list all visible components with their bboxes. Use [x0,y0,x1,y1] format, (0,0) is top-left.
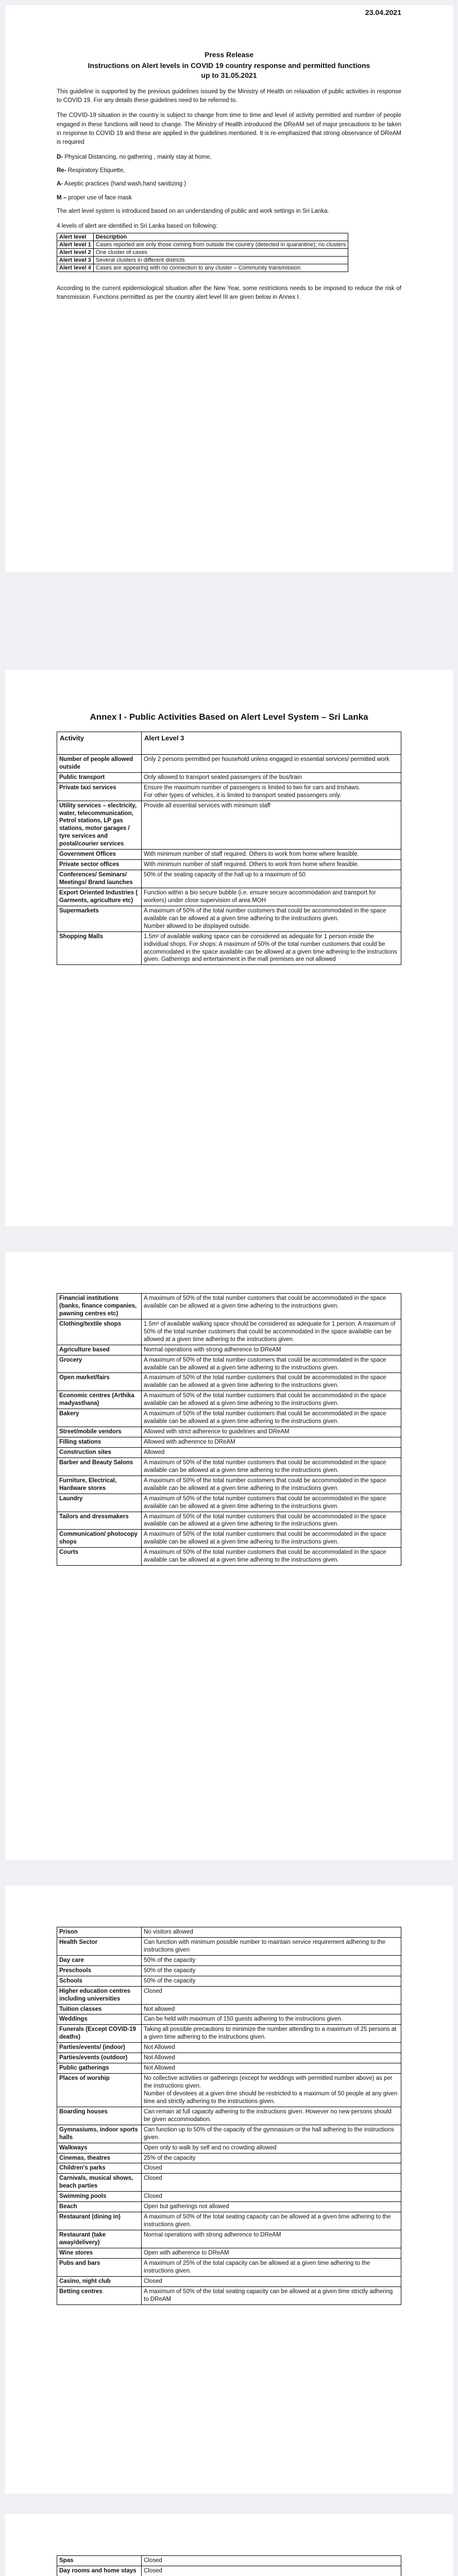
activity-name: Construction sites [57,1447,142,1458]
table-row [57,1437,401,1448]
activity-name: Higher education centres including universities [57,1986,142,2004]
table-row [57,1391,401,1409]
measure-key: A- [57,181,63,188]
release-date: 23.04.2021 [365,8,401,16]
table-row [57,1427,401,1437]
table-row [57,1409,401,1427]
activity-name: Shopping Malls [57,931,142,965]
table-row [57,2125,401,2143]
alert-level-3-rule: Closed [142,2192,401,2202]
table-row [57,1447,401,1458]
alert-levels-table [57,233,348,272]
column-header-alert-level: Alert Level 3 [142,732,401,755]
table-row [57,1476,401,1494]
table-header-row [57,233,348,241]
activity-name: Day care [57,1955,142,1965]
alert-level-3-rule: Only 2 persons permitted per household unless engaged in essential services/ permitted work [142,754,401,772]
activity-name: Courts [57,1548,142,1566]
page-annex-1 [5,670,453,1226]
activity-name: Casino, night club [57,2276,142,2286]
alert-level-3-rule: With minimum number of staff required. Others to work from home where feasible. [142,850,401,860]
alert-level-3-rule: Not Allowed [142,2043,401,2053]
table-row [57,2566,401,2576]
table-row [57,1355,401,1373]
activity-name: Restaurant (dining in) [57,2212,142,2230]
alert-level-3-rule: A maximum of 50% of the total number customers that could be accommodated in the space available can be allowed at a given time adhering to the instructions given. [142,1391,401,1409]
page-annex-4 [5,2514,453,2576]
table-row [57,2556,401,2566]
table-row [57,1927,401,1938]
activity-name: Betting centres [57,2286,142,2304]
alert-level-3-rule: Closed [142,1986,401,2004]
measure-text: Aseptic practices (hand wash,hand sanitizing ) [64,181,186,188]
alert-level-3-rule: No visitors allowed [142,1927,401,1938]
table-row [57,1530,401,1548]
situation-paragraph: The COVID-19 situation in the country is subject to change from time to time and level of activity permitted and number of people engaged in these functions will need to change. The Ministry of Health introduced the DReAM set of major precautions to be taken in response to COVID 19 and these are applied in the guidelines mentioned. It is re-emphasized that strong observance of DReAM is required [57,112,401,146]
alert-level-description: Cases are appearing with no connection to any cluster – Community transmission [93,264,348,272]
alert-level-3-rule: Not allowed [142,2004,401,2014]
alert-level-label: Alert level 3 [57,257,94,264]
activity-name: Prison [57,1927,142,1938]
page-press-release [5,5,453,572]
alert-level-3-rule: 25% of the capacity [142,2153,401,2163]
activities-table-body [57,1927,401,2305]
alert-level-3-rule: A maximum of 50% of the total number customers that could be accommodated in the space available can be allowed at a given time adhering to the instructions given. [142,1548,401,1566]
table-row [57,2202,401,2212]
measure-item-aseptic [57,180,401,188]
alert-level-3-rule: With minimum number of staff required. Others to work from home where feasible. [142,860,401,870]
measure-key: Re- [57,167,66,174]
activity-name: Tuition classes [57,2004,142,2014]
alert-level-3-rule: Can be held with maximum of 150 guests adhering to the instructions given. [142,2014,401,2025]
table-row [57,2248,401,2258]
alert-level-3-rule: A maximum of 50% of the total number customers that could be accommodated in the space available can be allowed at a given time adhering to the instructions given. [142,1530,401,1548]
alert-level-3-rule: A maximum of 50% of the total number customers that could be accommodated in the space available can be allowed at a given time adhering to the instructions given. [142,1409,401,1427]
measure-text: Respiratory Etiquette, [67,167,125,174]
activity-name: Government Offices [57,850,142,860]
table-row [57,2004,401,2014]
table-row [57,257,348,264]
alert-level-3-rule: A maximum of 50% of the total number customers that could be accommodated in the space available can be allowed at a given time adhering to the instructions given. [142,1373,401,1391]
table-row [57,801,401,850]
alert-level-3-rule: Can function with minimum possible number to maintain service requirement adhering to the instructions given [142,1937,401,1955]
table-row [57,1345,401,1355]
activity-name: Children's parks [57,2163,142,2174]
table-row [57,2107,401,2125]
table-row [57,2025,401,2043]
table-row [57,2043,401,2053]
alert-level-3-rule: Taking all possible precautions to minimize the number attending to a maximum of 25 persons at a given time adhering to the instructions given. [142,2025,401,2043]
table-row [57,2153,401,2163]
annex-title: Annex I - Public Activities Based on Alert Level System – Sri Lanka [90,712,368,722]
activity-name: Restaurant (take away/delivery) [57,2230,142,2248]
alert-level-3-rule: Allowed [142,1447,401,1458]
column-header-activity: Activity [57,732,142,755]
table-row [57,2230,401,2248]
activity-name: Number of people allowed outside [57,754,142,772]
activity-name: Export Oriented Industries ( Garments, agriculture etc) [57,888,142,906]
table-row [57,754,401,772]
column-header: Description [93,233,348,241]
alert-level-3-rule: 1.5m² of available walking space should be considered as adequate for 1 person. A maximum of 50% of the total number customers that could be accommodated in the space available can be allowed at a given time adhering to the instructions given. [142,1319,401,1345]
table-row [57,1548,401,1566]
measure-item-mask [57,194,401,202]
page-annex-3 [5,1886,453,2494]
alert-level-description: Cases reported are only those coming from outside the country (detected in quarantine); no clusters [93,241,348,249]
alert-level-3-rule: A maximum of 50% of the total number customers that could be accommodated in the space available can be allowed at a given time adhering to the instructions given. [142,1458,401,1476]
table-row [57,249,348,257]
activities-table-continued [57,2555,401,2576]
table-row [57,772,401,783]
measure-text: Physical Distancing, no gathering , mainly stay at home, [64,154,212,161]
alert-level-3-rule: A maximum of 50% of the total number customers that could be accommodated in the space available can be allowed at a given time adhering to the instructions given. [142,1294,401,1319]
table-row [57,1319,401,1345]
activity-name: Public transport [57,772,142,783]
activity-name: Boarding houses [57,2107,142,2125]
activity-name: Financial institutions (banks, finance companies, pawning centres etc) [57,1294,142,1319]
activity-name: Agriculture based [57,1345,142,1355]
alert-level-3-rule: Closed [142,2566,401,2576]
table-row [57,1494,401,1512]
alert-level-3-rule: Closed [142,2163,401,2174]
alert-level-3-rule: A maximum of 25% of the total capacity can be allowed at a given time adhering to the instructions given. [142,2258,401,2276]
alert-level-3-rule: Function within a bio secure bubble (i.e. ensure secure accommodation and transport for workers) under close supervision of area MOH [142,888,401,906]
press-title: Press Release [205,50,253,59]
table-row [57,783,401,801]
table-row [57,870,401,888]
table-row [57,906,401,931]
activity-name: Walkways [57,2143,142,2153]
activity-name: Clothing/textile shops [57,1319,142,1345]
activity-name: Parties/events (outdoor) [57,2053,142,2063]
activity-name: Wine stores [57,2248,142,2258]
alert-level-3-rule: 50% of the seating capacity of the hall up to a maximum of 50 [142,870,401,888]
alert-level-3-rule: A maximum of 50% of the total number customers that could be accommodated in the space available can be allowed at a given time adhering to the instructions given. [142,1476,401,1494]
alert-level-3-rule: Not Allowed [142,2063,401,2074]
measure-key: M – [57,194,67,201]
activity-name: Economic centres (Arthika madyasthana) [57,1391,142,1409]
table-row [57,1976,401,1986]
table-row [57,1937,401,1955]
alert-level-3-rule: Closed [142,2556,401,2566]
table-row [57,2014,401,2025]
activities-table-body [57,754,401,965]
alert-level-3-rule: Closed [142,2276,401,2286]
activity-name: Weddings [57,2014,142,2025]
alert-level-3-rule: A maximum of 50% of the total number customers that could be accommodated in the space available can be allowed at a given time adhering to the instructions given. [142,1355,401,1373]
activity-name: Barber and Beauty Salons [57,1458,142,1476]
alert-level-label: Alert level 4 [57,264,94,272]
activity-name: Pubs and bars [57,2258,142,2276]
alert-intro: The alert level system is introduced based on an understanding of public and work settings in Sri Lanka. [57,208,329,214]
activities-table [57,732,401,965]
activity-name: Cinemas, theatres [57,2153,142,2163]
alert-level-3-rule: Provide all essential services with minimum staff [142,801,401,850]
measure-key: D- [57,154,63,161]
table-header-row [57,732,401,755]
alert-level-3-rule: Normal operations with strong adherence to DReAM [142,1345,401,1355]
activities-table-continued [57,1927,401,2305]
activity-name: Utility services – electricity, water, telecommunication, Petrol stations, LP gas stations, motor garages / tyre services and postal/courier services [57,801,142,850]
alert-level-3-rule: 50% of the capacity [142,1976,401,1986]
intro-paragraph: This guideline is supported by the previous guidelines issued by the Ministry of Health on relaxation of public activities in response to COVID 19. For any details these guidelines need to be referred to. [57,88,401,104]
activity-name: Open market/fairs [57,1373,142,1391]
activities-table-body [57,1294,401,1566]
measure-text: proper use of face mask [68,194,132,201]
table-row [57,2258,401,2276]
activity-name: Filling stations [57,1437,142,1448]
alert-level-3-rule: No collective activities or gatherings (except for weddings with permitted number above) as per the instructions given. Number of devotees at a given time should be restricted to a maximum of 50 people at any given time and strictly adhering to the instructions given. [142,2074,401,2107]
activity-name: Supermarkets [57,906,142,931]
activity-name: Street/mobile vendors [57,1427,142,1437]
alert-level-3-rule: 50% of the capacity [142,1955,401,1965]
table-row [57,2192,401,2202]
activity-name: Spas [57,2556,142,2566]
activity-name: Private sector offices [57,860,142,870]
alert-level-3-rule: Open but gatherings not allowed [142,2202,401,2212]
alert-level-3-rule: Normal operations with strong adherence to DReAM [142,2230,401,2248]
column-header: Alert level [57,233,94,241]
activity-name: Grocery [57,1355,142,1373]
alert-level-3-rule: Not Allowed [142,2053,401,2063]
table-row [57,264,348,272]
press-subtitle: Instructions on Alert levels in COVID 19 country response and permitted functions up to 31.05.2021 [88,61,370,79]
alert-level-3-rule: 1.5m² of available walking space can be considered as adequate for 1 person inside the individual shops. For shops: A maximum of 50% of the total number customers that could be accommodated in the space available can be allowed at a given time adhering to the instructions given. Gatherings and entertainment in the mall premises are not allowed [142,931,401,965]
measure-item-distancing [57,153,401,161]
levels-intro: 4 levels of alert are identified in Sri Lanka based on following: [57,223,217,229]
alert-level-3-rule: A maximum of 50% of the total seating capacity can be allowed at a given time adhering to the instructions given. [142,2212,401,2230]
table-row [57,860,401,870]
table-row [57,2163,401,2174]
activity-name: Furniture, Electrical, Hardware stores [57,1476,142,1494]
activity-name: Conferences/ Seminars/ Meetings/ Brand launches [57,870,142,888]
alert-level-3-rule: A maximum of 50% of the total seating capacity can be allowed at a given time strictly adhering to DReAM [142,2286,401,2304]
alert-level-description: Several clusters in different districts [93,257,348,264]
table-row [57,1965,401,1976]
alert-level-label: Alert level 2 [57,249,94,257]
table-row [57,2276,401,2286]
activity-name: Schools [57,1976,142,1986]
table-row [57,1512,401,1530]
alert-level-3-rule: A maximum of 50% of the total number customers that could be accommodated in the space available can be allowed at a given time adhering to the instructions given. Number allowed to be displayed outside. [142,906,401,931]
activity-name: Communication/ photocopy shops [57,1530,142,1548]
page-annex-2 [5,1252,453,1860]
table-row [57,2063,401,2074]
alert-level-3-rule: Open only to walk by self and no crowding allowed [142,2143,401,2153]
activity-name: Private taxi services [57,783,142,801]
activity-name: Beach [57,2202,142,2212]
activity-name: Gymnasiums, indoor sports halls [57,2125,142,2143]
activities-table-body [57,2556,401,2576]
alert-level-3-rule: Open with adherence to DReAM [142,2248,401,2258]
alert-level-3-rule: Only allowed to transport seated passengers of the bus/train [142,772,401,783]
activity-name: Carnivals, musical shows, beach parties [57,2174,142,2192]
activity-name: Bakery [57,1409,142,1427]
alert-level-3-rule: Can remain at full capacity adhering to the instructions given. However no new persons should be given accommodation. [142,2107,401,2125]
activity-name: Swimming pools [57,2192,142,2202]
alert-level-3-rule: Can function up to 50% of the capacity of the gymnasium or the hall adhering to the instructions given. [142,2125,401,2143]
table-row [57,1294,401,1319]
alert-level-3-rule: 50% of the capacity [142,1965,401,1976]
activity-name: Laundry [57,1494,142,1512]
table-row [57,2143,401,2153]
activity-name: Parties/events/ (indoor) [57,2043,142,2053]
table-row [57,850,401,860]
measure-item-respiratory [57,166,401,175]
table-row [57,2286,401,2304]
table-row [57,1373,401,1391]
alert-level-label: Alert level 1 [57,241,94,249]
activity-name: Preschools [57,1965,142,1976]
table-row [57,2212,401,2230]
activity-name: Health Sector [57,1937,142,1955]
alert-level-3-rule: Ensure the maximum number of passengers is limited to two for cars and trishaws. For other types of vehicles, it is limited to transport seated passengers only. [142,783,401,801]
activities-table-continued [57,1293,401,1566]
table-row [57,2074,401,2107]
table-row [57,241,348,249]
alert-level-3-rule: A maximum of 50% of the total number customers that could be accommodated in the space available can be allowed at a given time adhering to the instructions given. [142,1494,401,1512]
closing-paragraph: According to the current epidemiological situation after the New Year, some restrictions needs to be imposed to reduce the risk of transmission. Functions permitted as per the country alert level III are given below in Annex I. [57,285,401,301]
alert-level-description: One cluster of cases [93,249,348,257]
table-row [57,2174,401,2192]
alert-level-3-rule: Closed [142,2174,401,2192]
table-row [57,931,401,965]
activity-name: Funerals (Except COVID-19 deaths) [57,2025,142,2043]
table-row [57,2053,401,2063]
alert-level-3-rule: Allowed with strict adherence to guidelines and DReAM [142,1427,401,1437]
table-row [57,1986,401,2004]
activity-name: Places of worship [57,2074,142,2107]
activity-name: Day rooms and home stays [57,2566,142,2576]
table-row [57,1458,401,1476]
table-row [57,888,401,906]
table-row [57,1955,401,1965]
activity-name: Tailors and dressmakers [57,1512,142,1530]
alert-level-3-rule: A maximum of 50% of the total number customers that could be accommodated in the space available can be allowed at a given time adhering to the instructions given. [142,1512,401,1530]
alert-level-3-rule: Allowed with adherence to DReAM [142,1437,401,1448]
activity-name: Public gatherings [57,2063,142,2074]
